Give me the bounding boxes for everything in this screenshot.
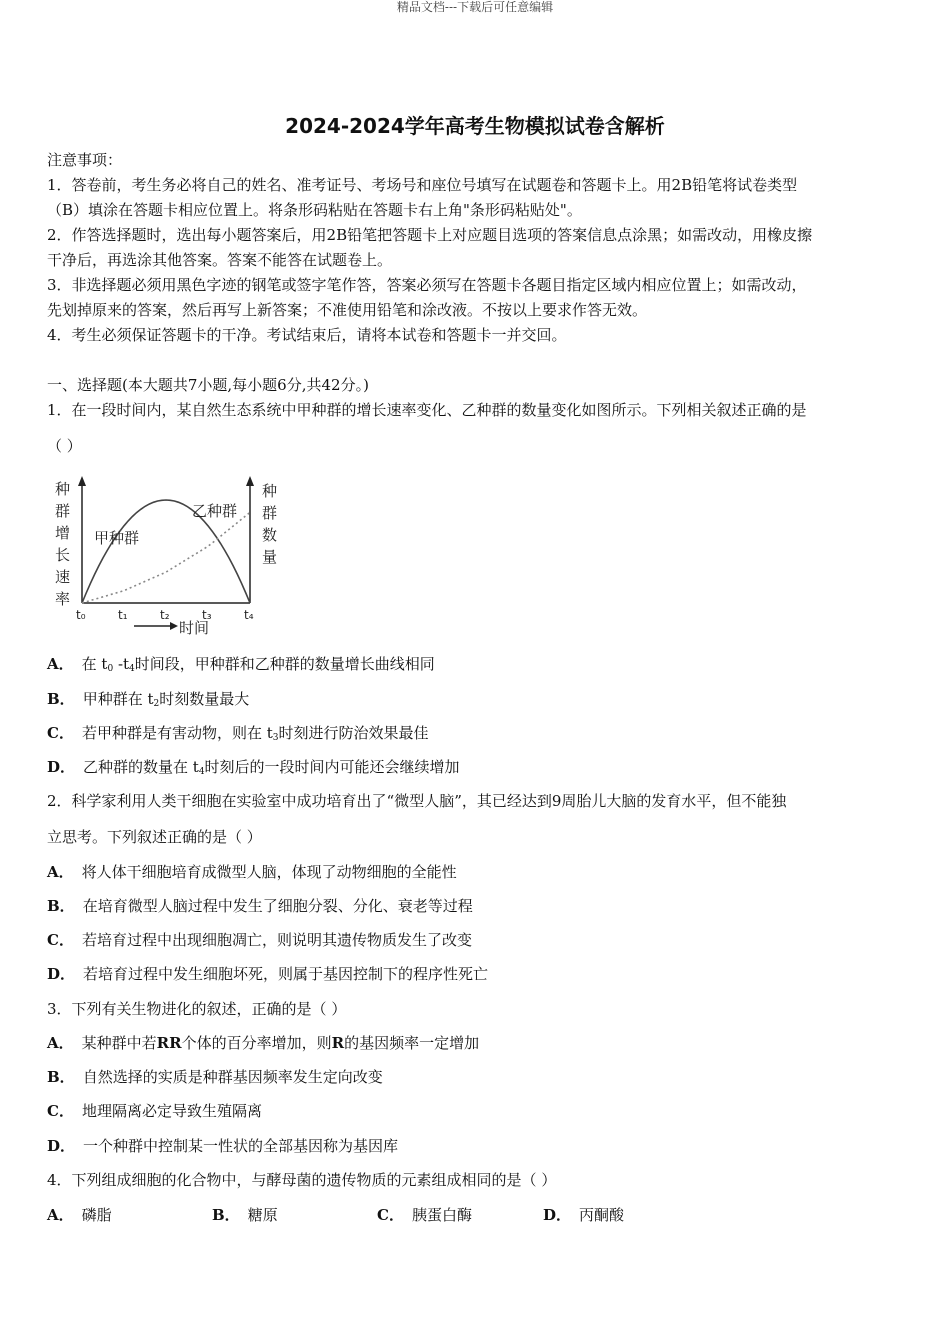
q4-option-d: D． 丙酮酸 xyxy=(543,1206,625,1224)
population-chart xyxy=(50,470,290,645)
time-arrow-head xyxy=(170,622,178,630)
q1-stem-line1: 1．在一段时间内，某自然生态系统中甲种群的增长速率变化、乙种群的数量变化如图所示。下列相关叙述正确的是 xyxy=(47,401,807,419)
left-axis-arrow xyxy=(78,476,86,486)
q3-option-b: B． 自然选择的实质是种群基因频率发生定向改变 xyxy=(47,1068,383,1086)
q1-option-a: A． 在 $t_0$ $-t_4$时间段，甲种群和乙种群的数量增长曲线相同 xyxy=(47,655,435,674)
y-left-char: 群 xyxy=(55,502,71,520)
notice-line-3: 2．作答选择题时，选出每小题答案后，用2B铅笔把答题卡上对应题目选项的答案信息点涂黑；如需改动，用橡皮擦 xyxy=(47,226,813,244)
page-title: 2024-2024学年高考生物模拟试卷含解析 xyxy=(285,114,665,138)
q2-option-a: A． 将人体干细胞培育成微型人脑，体现了动物细胞的全能性 xyxy=(47,863,457,881)
series-line-yi xyxy=(82,512,250,603)
q3-option-d: D． 一个种群中控制某一性状的全部基因称为基因库 xyxy=(47,1137,399,1155)
q3-option-a: A． 某种群中若RR个体的百分率增加，则R的基因频率一定增加 xyxy=(47,1034,480,1052)
y-right-char: 量 xyxy=(262,548,278,566)
notice-line-5: 3．非选择题必须用黑色字迹的钢笔或签字笔作答，答案必须写在答题卡各题目指定区域内相应位置上；如需改动， xyxy=(47,276,807,294)
x-tick-label: t₂ xyxy=(160,608,170,622)
series-label-jia: 甲种群 xyxy=(94,529,140,547)
y-left-char: 率 xyxy=(55,590,71,608)
y-right-char: 种 xyxy=(262,482,278,500)
q4-option-a: A． 磷脂 xyxy=(47,1206,112,1224)
q1-stem-line2: （ ） xyxy=(47,437,82,455)
notice-heading: 注意事项： xyxy=(47,151,123,169)
x-axis-label: 时间 xyxy=(179,619,210,637)
right-axis-arrow xyxy=(246,476,254,486)
notice-line-1: 1．答卷前，考生务必将自己的姓名、准考证号、考场号和座位号填写在试题卷和答题卡上。用2B铅笔将试卷类型 xyxy=(47,176,798,194)
section-heading: 一、选择题(本大题共7小题,每小题6分,共42分。) xyxy=(47,376,369,394)
q2-stem-line2: 立思考。下列叙述正确的是（ ） xyxy=(47,828,262,846)
y-right-char: 群 xyxy=(262,504,278,522)
q3-stem: 3．下列有关生物进化的叙述，正确的是（ ） xyxy=(47,1000,347,1018)
y-right-char: 数 xyxy=(262,526,278,544)
q4-stem: 4．下列组成细胞的化合物中，与酵母菌的遗传物质的元素组成相同的是（ ） xyxy=(47,1171,557,1189)
series-label-yi: 乙种群 xyxy=(192,502,238,520)
notice-line-6: 先划掉原来的答案，然后再写上新答案；不准使用铅笔和涂改液。不按以上要求作答无效。 xyxy=(47,301,648,319)
q4-option-c: C． 胰蛋白酶 xyxy=(377,1206,472,1224)
q2-option-b: B． 在培育微型人脑过程中发生了细胞分裂、分化、衰老等过程 xyxy=(47,897,473,915)
y-left-char: 种 xyxy=(55,480,71,498)
q1-option-d: D． 乙种群的数量在 $t_4$时刻后的一段时间内可能还会继续增加 xyxy=(47,758,460,777)
q4-option-b: B． 糖原 xyxy=(212,1206,278,1224)
x-tick-label: t₃ xyxy=(202,608,212,622)
x-tick-label: t₄ xyxy=(244,608,254,622)
y-left-char: 长 xyxy=(55,546,71,564)
y-left-char: 增 xyxy=(55,524,71,542)
q1-option-c: C． 若甲种群是有害动物，则在 $t_3$时刻进行防治效果最佳 xyxy=(47,724,429,743)
notice-line-2: （B）填涂在答题卡相应位置上。将条形码粘贴在答题卡右上角"条形码粘贴处"。 xyxy=(47,201,582,219)
q2-stem-line1: 2．科学家利用人类干细胞在实验室中成功培育出了“微型人脑”，其已经达到9周胎儿大脑的发育水平，但不能独 xyxy=(47,792,787,810)
q2-option-c: C． 若培育过程中出现细胞凋亡，则说明其遗传物质发生了改变 xyxy=(47,931,472,949)
q2-option-d: D． 若培育过程中发生细胞坏死，则属于基因控制下的程序性死亡 xyxy=(47,965,489,983)
q3-option-c: C． 地理隔离必定导致生殖隔离 xyxy=(47,1102,262,1120)
y-left-char: 速 xyxy=(55,568,71,586)
notice-line-7: 4．考生必须保证答题卡的干净。考试结束后，请将本试卷和答题卡一并交回。 xyxy=(47,326,567,344)
header-note: 精品文档---下载后可任意编辑 xyxy=(396,0,554,14)
notice-line-4: 干净后，再选涂其他答案。答案不能答在试题卷上。 xyxy=(47,251,393,269)
x-tick-label: t₁ xyxy=(118,608,128,622)
q1-option-b: B． 甲种群在 $t_2$时刻数量最大 xyxy=(47,690,250,709)
x-tick-label: t₀ xyxy=(76,608,86,622)
